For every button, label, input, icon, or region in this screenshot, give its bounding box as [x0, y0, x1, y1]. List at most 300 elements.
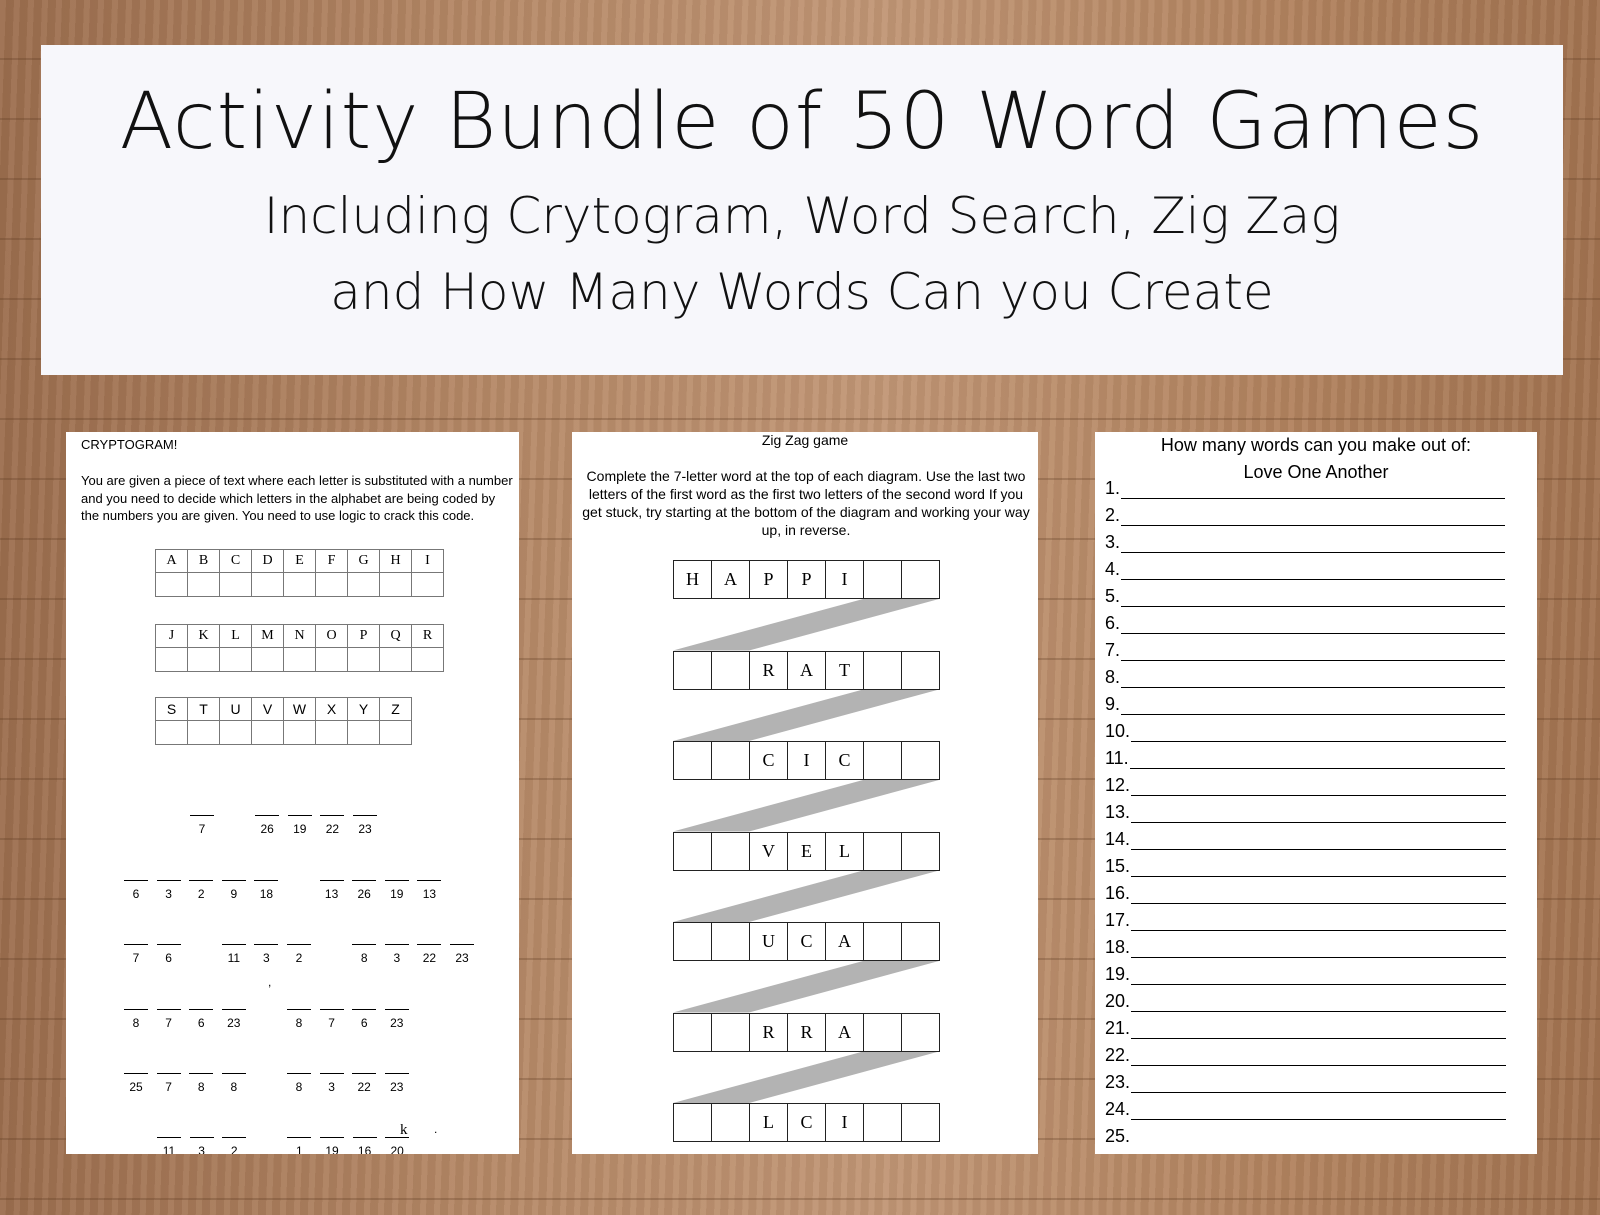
answer-blank	[254, 944, 278, 945]
key-answer-cell[interactable]	[252, 573, 284, 597]
entry-number: 20.	[1105, 991, 1131, 1011]
entry-number: 10.	[1105, 721, 1131, 741]
word-entry-line[interactable]	[1105, 1099, 1506, 1120]
code-slot[interactable]	[319, 815, 345, 836]
key-answer-cell[interactable]	[220, 648, 252, 672]
code-slot[interactable]	[351, 1009, 377, 1030]
word-entry-line[interactable]	[1105, 883, 1506, 904]
code-number: 8	[295, 1016, 303, 1030]
zigzag-cell[interactable]: I	[825, 560, 864, 599]
answer-blank	[124, 880, 148, 881]
zigzag-title: Zig Zag game	[761, 432, 849, 448]
entry-number: 17.	[1105, 910, 1131, 930]
code-number: 2	[197, 887, 205, 901]
comma-mark: ,	[268, 975, 272, 989]
word-entry-line[interactable]	[1105, 802, 1506, 823]
entry-number: 15.	[1105, 856, 1131, 876]
word-entry-line[interactable]	[1105, 910, 1506, 931]
zigzag-cell[interactable]: P	[787, 560, 826, 599]
word-entry-line[interactable]	[1105, 532, 1505, 553]
code-slot[interactable]	[188, 880, 214, 901]
word-entry-line[interactable]	[1105, 478, 1505, 499]
code-slot[interactable]	[123, 944, 149, 965]
key-answer-cell[interactable]	[380, 573, 412, 597]
answer-blank	[222, 1009, 246, 1010]
key-letter: H	[380, 550, 412, 573]
entry-number: 16.	[1105, 883, 1131, 903]
zigzag-cell[interactable]: C	[787, 922, 826, 961]
code-slot[interactable]	[254, 815, 280, 836]
word-entry-line[interactable]	[1105, 559, 1505, 580]
word-entry-line[interactable]	[1105, 640, 1505, 661]
code-slot[interactable]	[189, 815, 215, 836]
code-slot[interactable]	[351, 944, 377, 965]
code-number: 19	[325, 1144, 339, 1154]
word-entry-line[interactable]	[1105, 667, 1505, 688]
key-answer-cell[interactable]	[188, 573, 220, 597]
key-answer-cell[interactable]	[380, 721, 412, 745]
zigzag-cell[interactable]	[863, 1013, 902, 1052]
answer-blank	[352, 880, 376, 881]
cryptogram-sheet	[66, 432, 519, 1154]
key-answer-cell[interactable]	[252, 721, 284, 745]
entry-rule	[1121, 563, 1505, 580]
zigzag-cell[interactable]	[863, 922, 902, 961]
zigzag-row	[673, 741, 940, 780]
code-number: 1	[296, 1144, 303, 1154]
zigzag-cell[interactable]: V	[749, 832, 788, 871]
zigzag-cell[interactable]	[711, 651, 750, 690]
word-entry-line[interactable]	[1105, 775, 1506, 796]
key-answer-cell[interactable]	[348, 721, 380, 745]
zigzag-cell[interactable]	[863, 1103, 902, 1142]
zigzag-cell[interactable]	[901, 560, 940, 599]
key-answer-cell[interactable]	[316, 573, 348, 597]
entry-rule	[1131, 914, 1506, 931]
code-number: 3	[198, 1144, 205, 1154]
key-letter: B	[188, 550, 220, 573]
zigzag-cell[interactable]: R	[749, 651, 788, 690]
title-banner	[41, 45, 1563, 375]
zigzag-cell[interactable]: R	[749, 1013, 788, 1052]
zigzag-cell[interactable]	[863, 651, 902, 690]
answer-blank	[385, 880, 409, 881]
key-letter: R	[412, 625, 444, 648]
code-slot[interactable]	[156, 1137, 182, 1154]
zigzag-cell[interactable]: E	[787, 832, 826, 871]
code-slot[interactable]	[287, 815, 313, 836]
entry-number: 19.	[1105, 964, 1131, 984]
code-slot[interactable]	[221, 880, 247, 901]
zigzag-cell[interactable]	[673, 1103, 712, 1142]
zigzag-cell[interactable]: C	[825, 741, 864, 780]
entry-number: 12.	[1105, 775, 1131, 795]
entry-number: 22.	[1105, 1045, 1131, 1065]
code-slot[interactable]	[384, 880, 410, 901]
code-slot[interactable]	[253, 880, 279, 901]
entry-number: 7.	[1105, 640, 1121, 660]
code-slot[interactable]	[416, 944, 442, 965]
code-number: 16	[357, 1144, 372, 1154]
code-number: 6	[165, 951, 172, 965]
code-line	[66, 1137, 519, 1154]
zigzag-cell[interactable]: A	[825, 1013, 864, 1052]
word-entry-line[interactable]	[1105, 964, 1506, 985]
word-entry-line[interactable]	[1105, 721, 1506, 742]
entry-number: 6.	[1105, 613, 1121, 633]
word-entry-line[interactable]	[1105, 1018, 1506, 1039]
answer-blank	[352, 944, 376, 945]
key-letter: K	[188, 625, 220, 648]
code-number: 8	[230, 1080, 238, 1094]
code-slot[interactable]	[286, 1009, 312, 1030]
answer-blank	[287, 1009, 311, 1010]
period-mark: .	[434, 1122, 438, 1136]
word-list-phrase: Love One Another	[1243, 462, 1389, 482]
answer-blank	[287, 1073, 311, 1074]
code-slot[interactable]	[286, 1073, 312, 1094]
word-entry-line[interactable]	[1105, 856, 1506, 877]
entry-rule	[1121, 509, 1505, 526]
code-slot[interactable]	[189, 1137, 215, 1154]
zigzag-connector	[673, 780, 939, 832]
answer-blank	[222, 944, 246, 945]
zigzag-cell[interactable]: C	[787, 1103, 826, 1142]
zigzag-connector	[673, 871, 939, 923]
key-letter: C	[220, 550, 252, 573]
key-grid-3	[155, 697, 412, 745]
zigzag-connector	[673, 599, 939, 651]
zigzag-cell[interactable]	[673, 922, 712, 961]
answer-blank	[320, 880, 344, 881]
entry-rule	[1131, 725, 1506, 742]
key-answer-cell[interactable]	[348, 648, 380, 672]
code-number: 26	[260, 822, 274, 836]
key-answer-cell[interactable]	[412, 648, 444, 672]
answer-blank	[222, 1073, 246, 1074]
banner-subtitle-line1: Including Crytogram, Word Search, Zig Zag	[263, 187, 1341, 245]
zigzag-row	[673, 1013, 940, 1052]
code-slot[interactable]	[221, 944, 247, 965]
code-number: 2	[230, 1144, 238, 1154]
entry-rule	[1121, 698, 1505, 715]
code-slot[interactable]	[352, 1137, 378, 1154]
answer-blank	[320, 1137, 344, 1138]
code-slot[interactable]	[319, 1009, 345, 1030]
entry-rule	[1121, 590, 1505, 607]
key-letter: F	[316, 550, 348, 573]
cryptogram-title: CRYPTOGRAM!	[81, 437, 178, 452]
code-slot[interactable]	[188, 1073, 214, 1094]
key-answer-cell[interactable]	[220, 721, 252, 745]
code-number: 3	[328, 1080, 335, 1094]
answer-blank	[385, 1073, 409, 1074]
code-number: 11	[162, 1144, 176, 1154]
code-number: 7	[328, 1016, 335, 1030]
key-letter: S	[156, 698, 188, 721]
answer-blank	[385, 944, 409, 945]
answer-blank	[320, 1009, 344, 1010]
answer-blank	[320, 815, 344, 816]
word-entry-line[interactable]	[1105, 694, 1505, 715]
key-answer-cell[interactable]	[348, 573, 380, 597]
word-list-title: How many words can you make out of:	[1160, 435, 1472, 455]
zigzag-cell[interactable]: U	[749, 922, 788, 961]
code-slot[interactable]	[156, 1009, 182, 1030]
answer-blank	[124, 1073, 148, 1074]
entry-rule	[1131, 1076, 1506, 1093]
key-answer-cell[interactable]	[156, 648, 188, 672]
code-number: 20	[390, 1144, 404, 1154]
answer-blank	[450, 944, 474, 945]
word-entry-line[interactable]	[1105, 613, 1505, 634]
code-number: 8	[132, 1016, 140, 1030]
key-answer-cell[interactable]	[156, 573, 188, 597]
code-number: 19	[390, 887, 404, 901]
code-number: 23	[390, 1080, 404, 1094]
entry-number: 18.	[1105, 937, 1131, 957]
code-slot[interactable]	[123, 1073, 149, 1094]
code-number: 8	[295, 1080, 303, 1094]
entry-rule	[1131, 887, 1506, 904]
key-answer-cell[interactable]	[252, 648, 284, 672]
code-slot[interactable]	[221, 1009, 247, 1030]
word-entry-line[interactable]	[1105, 586, 1505, 607]
entry-number: 1.	[1105, 478, 1121, 498]
answer-blank	[157, 944, 181, 945]
code-slot[interactable]	[351, 880, 377, 901]
code-number: 8	[197, 1080, 205, 1094]
zigzag-cell[interactable]	[673, 832, 712, 871]
code-line	[66, 815, 519, 845]
entry-number: 23.	[1105, 1072, 1131, 1092]
answer-blank	[189, 880, 213, 881]
zigzag-connector	[673, 690, 939, 742]
code-number: 18	[259, 887, 274, 901]
key-answer-cell[interactable]	[156, 721, 188, 745]
entry-rule	[1131, 860, 1506, 877]
code-number: 22	[357, 1080, 371, 1094]
key-answer-cell[interactable]	[188, 721, 220, 745]
code-number: 3	[393, 951, 401, 965]
code-slot[interactable]	[449, 944, 475, 965]
code-slot[interactable]	[156, 880, 182, 901]
entry-rule	[1131, 968, 1506, 985]
key-answer-cell[interactable]	[188, 648, 220, 672]
answer-blank	[352, 1009, 376, 1010]
zigzag-cell[interactable]	[863, 560, 902, 599]
code-number: 8	[360, 951, 368, 965]
zigzag-cell[interactable]	[901, 651, 940, 690]
answer-blank	[385, 1009, 409, 1010]
answer-blank	[255, 815, 279, 816]
key-letter: Y	[348, 698, 380, 721]
zigzag-cell[interactable]	[901, 832, 940, 871]
word-entry-line[interactable]	[1105, 991, 1506, 1012]
code-number: 7	[165, 1016, 172, 1030]
zigzag-cell[interactable]	[711, 741, 750, 780]
word-entry-line[interactable]	[1105, 748, 1505, 769]
zigzag-cell[interactable]	[673, 741, 712, 780]
key-answer-cell[interactable]	[412, 573, 444, 597]
entry-number: 14.	[1105, 829, 1131, 849]
zigzag-row	[673, 560, 940, 599]
code-slot[interactable]	[384, 1137, 410, 1154]
code-slot[interactable]	[123, 880, 149, 901]
answer-blank	[353, 815, 377, 816]
zigzag-cell[interactable]: A	[825, 922, 864, 961]
word-entry-line[interactable]	[1105, 829, 1506, 850]
key-answer-cell[interactable]	[316, 721, 348, 745]
code-slot[interactable]	[416, 880, 442, 901]
entry-number: 13.	[1105, 802, 1131, 822]
code-line	[66, 944, 519, 974]
answer-blank	[320, 1073, 344, 1074]
code-number: 6	[132, 887, 140, 901]
code-number: 23	[455, 951, 469, 965]
word-entry-line[interactable]	[1105, 505, 1505, 526]
code-number: 3	[165, 887, 172, 901]
answer-blank	[254, 880, 278, 881]
zigzag-cell[interactable]: P	[749, 560, 788, 599]
key-letter: T	[188, 698, 220, 721]
code-slot[interactable]	[384, 944, 410, 965]
key-grid-2	[155, 624, 444, 672]
zigzag-row	[673, 832, 940, 871]
code-slot[interactable]	[286, 944, 312, 965]
zigzag-cell[interactable]	[901, 1013, 940, 1052]
key-answer-cell[interactable]	[284, 648, 316, 672]
zigzag-cell[interactable]	[673, 1013, 712, 1052]
key-grid-1	[155, 549, 444, 597]
zigzag-cell[interactable]	[901, 922, 940, 961]
answer-blank	[157, 1137, 181, 1138]
zigzag-instructions: Complete the 7-letter word at the top of each diagram. Use the last two letters of the first word as the first two letters of the second word If you get stuck, try starting at the bottom of the diagram and working your way up, in reverse.	[582, 468, 1030, 538]
code-slot[interactable]	[188, 1009, 214, 1030]
code-number: 23	[227, 1016, 241, 1030]
code-slot[interactable]	[156, 944, 182, 965]
zigzag-cell[interactable]: R	[787, 1013, 826, 1052]
code-slot[interactable]	[286, 1137, 312, 1154]
code-number: 11	[227, 951, 241, 965]
zigzag-cell[interactable]: C	[749, 741, 788, 780]
code-slot[interactable]	[384, 1009, 410, 1030]
code-slot[interactable]	[253, 944, 279, 965]
entry-rule	[1131, 1022, 1506, 1039]
entry-number: 5.	[1105, 586, 1121, 606]
answer-blank	[417, 944, 441, 945]
key-letter: N	[284, 625, 316, 648]
word-entry-line[interactable]	[1105, 1072, 1506, 1093]
code-number: 2	[295, 951, 303, 965]
answer-blank	[222, 1137, 246, 1138]
zigzag-cell[interactable]	[711, 1103, 750, 1142]
code-slot[interactable]	[123, 1009, 149, 1030]
key-letter: A	[156, 550, 188, 573]
zigzag-cell[interactable]: L	[749, 1103, 788, 1142]
code-line	[66, 1073, 519, 1103]
entry-number: 2.	[1105, 505, 1121, 525]
zigzag-cell[interactable]	[711, 1013, 750, 1052]
entry-rule	[1131, 941, 1506, 958]
zigzag-cell[interactable]: T	[825, 651, 864, 690]
zigzag-cell[interactable]	[711, 832, 750, 871]
entry-number: 21.	[1105, 1018, 1131, 1038]
zigzag-cell[interactable]	[673, 651, 712, 690]
key-letter: L	[220, 625, 252, 648]
key-letter: I	[412, 550, 444, 573]
entry-number: 8.	[1105, 667, 1121, 687]
key-letter: O	[316, 625, 348, 648]
zigzag-cell[interactable]: H	[673, 560, 712, 599]
zigzag-connector	[673, 1052, 939, 1104]
code-slot[interactable]	[221, 1137, 247, 1154]
zigzag-row	[673, 1103, 940, 1142]
answer-blank	[287, 944, 311, 945]
code-slot[interactable]	[319, 880, 345, 901]
word-entry-line[interactable]	[1105, 1045, 1506, 1066]
code-number: 3	[263, 951, 270, 965]
key-answer-cell[interactable]	[220, 573, 252, 597]
zigzag-cell[interactable]	[711, 922, 750, 961]
zigzag-row	[673, 922, 940, 961]
zigzag-cell[interactable]: I	[787, 741, 826, 780]
answer-blank	[352, 1073, 376, 1074]
zigzag-cell[interactable]: L	[825, 832, 864, 871]
key-letter: U	[220, 698, 252, 721]
zigzag-cell[interactable]	[901, 1103, 940, 1142]
code-number: 22	[325, 822, 340, 836]
key-answer-cell[interactable]	[380, 648, 412, 672]
code-slot[interactable]	[319, 1137, 345, 1154]
code-number: 13	[324, 887, 339, 901]
zigzag-cell[interactable]	[863, 832, 902, 871]
code-slot[interactable]	[352, 815, 378, 836]
code-number: 19	[293, 822, 307, 836]
zigzag-cell[interactable]: A	[711, 560, 750, 599]
key-answer-cell[interactable]	[284, 573, 316, 597]
zigzag-cell[interactable]: I	[825, 1103, 864, 1142]
key-letter: Z	[380, 698, 412, 721]
zigzag-cell[interactable]: A	[787, 651, 826, 690]
entry-number: 4.	[1105, 559, 1121, 579]
code-slot[interactable]	[351, 1073, 377, 1094]
answer-blank	[222, 880, 246, 881]
zigzag-connector	[673, 961, 939, 1013]
answer-blank	[288, 815, 312, 816]
code-slot[interactable]	[221, 1073, 247, 1094]
zigzag-cell[interactable]	[863, 741, 902, 780]
entry-rule	[1131, 1103, 1506, 1120]
code-slot[interactable]	[319, 1073, 345, 1094]
code-number: 23	[358, 822, 372, 836]
filled-letter: k	[400, 1122, 408, 1138]
key-answer-cell[interactable]	[316, 648, 348, 672]
code-slot[interactable]	[156, 1073, 182, 1094]
answer-blank	[189, 1009, 213, 1010]
key-answer-cell[interactable]	[284, 721, 316, 745]
entry-rule	[1121, 644, 1505, 661]
word-entry-line[interactable]	[1105, 937, 1506, 958]
code-slot[interactable]	[384, 1073, 410, 1094]
cryptogram-instructions: You are given a piece of text where each letter is substituted with a number and you need to decide which letters in the alphabet are being coded by the numbers you are given. You need to use logic to crack this code.	[81, 473, 513, 523]
entry-number: 25.	[1105, 1126, 1131, 1146]
zigzag-cell[interactable]	[901, 741, 940, 780]
word-entry-line[interactable]	[1105, 1126, 1130, 1147]
answer-blank	[124, 944, 148, 945]
code-number: 9	[230, 887, 238, 901]
answer-blank	[417, 880, 441, 881]
